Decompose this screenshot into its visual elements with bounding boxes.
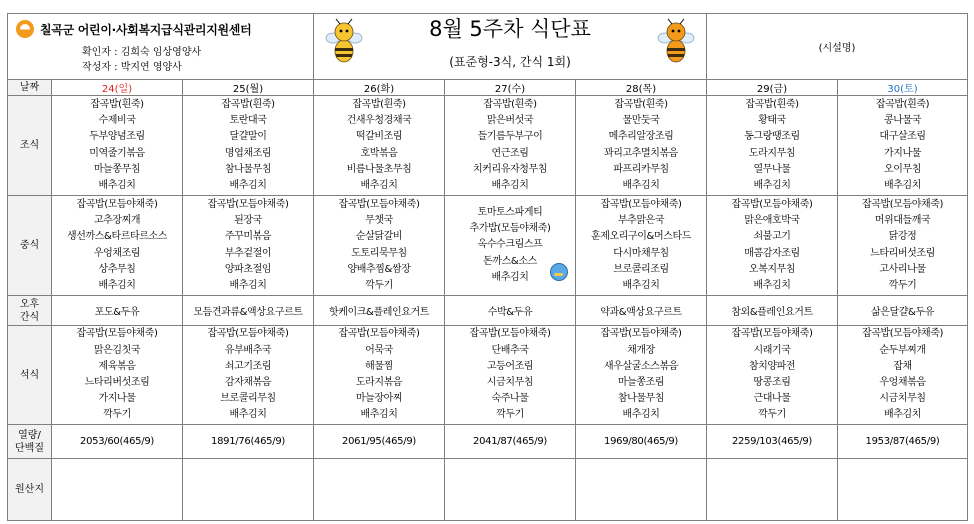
menu-item: 다시마채무침 bbox=[613, 247, 669, 259]
menu-item: 잡곡밥(흰죽) bbox=[483, 98, 537, 110]
menu-item: 메추리알장조림 bbox=[608, 131, 674, 143]
breakfast-cell bbox=[52, 96, 183, 196]
menu-item: 미역줄기볶음 bbox=[89, 147, 145, 159]
day-header-tue: 26(화) bbox=[314, 80, 445, 96]
menu-item: 배추김치 bbox=[229, 279, 267, 291]
dinner-cell bbox=[445, 326, 576, 425]
menu-item: 마늘쫑무침 bbox=[93, 163, 141, 175]
energy-cell: 1969/80(465/9) bbox=[576, 425, 707, 459]
menu-item: 주꾸미볶음 bbox=[224, 231, 272, 243]
menu-item: 오복지무침 bbox=[748, 263, 796, 275]
origin-cell bbox=[52, 459, 183, 521]
menu-item: 황태국 bbox=[758, 115, 786, 127]
org-name: 칠곡군 어린이·사회복지급식관리지원센터 bbox=[40, 22, 252, 37]
dinner-label: 석식 bbox=[8, 326, 52, 425]
menu-item: 단배추국 bbox=[491, 344, 529, 356]
menu-item: 배추김치 bbox=[98, 179, 136, 191]
dinner-cell bbox=[183, 326, 314, 425]
menu-item: 부추겉절이 bbox=[224, 247, 272, 259]
menu-item: 고사리나물 bbox=[879, 263, 926, 275]
menu-item: 양배추찜&쌈장 bbox=[347, 263, 411, 275]
menu-item: 숙주나물 bbox=[491, 393, 529, 405]
menu-item: 매콤감자조림 bbox=[744, 247, 800, 259]
menu-item: 배추김치 bbox=[753, 279, 791, 291]
menu-item: 돈까스&소스 bbox=[483, 255, 537, 267]
menu-item: 머위대들깨국 bbox=[874, 215, 931, 227]
menu-item: 잡곡밥(흰죽) bbox=[614, 98, 668, 110]
menu-item: 순살닭갈비 bbox=[355, 231, 403, 243]
menu-item: 잡곡밥(모듬야채죽) bbox=[207, 328, 289, 340]
menu-item: 채개장 bbox=[627, 344, 655, 356]
author: 작성자 : 박지연 영양사 bbox=[82, 62, 182, 73]
snack-label bbox=[8, 296, 52, 326]
menu-item: 닭강정 bbox=[888, 231, 917, 243]
menu-item: 잡곡밥(흰죽) bbox=[745, 98, 799, 110]
snack-cell: 모듬견과류&액상요구르트 bbox=[183, 296, 314, 326]
lunch-cell bbox=[838, 196, 968, 296]
menu-item: 꽈리고추멸치볶음 bbox=[603, 147, 679, 159]
menu-item: 잡곡밥(모듬야채죽) bbox=[731, 328, 813, 340]
menu-item: 우엉채조림 bbox=[93, 247, 141, 259]
menu-item: 브로콜리조림 bbox=[613, 263, 669, 275]
menu-item: 우엉채볶음 bbox=[879, 377, 926, 388]
menu-item: 도라지무침 bbox=[748, 147, 796, 159]
menu-item: 깍두기 bbox=[758, 409, 786, 421]
energy-cell: 2053/60(465/9) bbox=[52, 425, 183, 459]
menu-item: 훈제오리구이&머스타드 bbox=[591, 231, 691, 243]
day-header-sun: 24(일) bbox=[52, 80, 183, 96]
menu-item: 된장국 bbox=[234, 215, 262, 227]
menu-item: 배추김치 bbox=[883, 179, 922, 191]
energy-label-line2: 단백질 bbox=[15, 442, 44, 454]
menu-item: 마늘쫑조림 bbox=[617, 377, 665, 388]
menu-item: 무챗국 bbox=[365, 215, 393, 227]
menu-item: 해물찜 bbox=[365, 360, 393, 372]
bee-mascot-icon bbox=[656, 18, 696, 66]
energy-row bbox=[8, 425, 968, 459]
menu-item: 새우살굴소스볶음 bbox=[603, 360, 679, 372]
menu-item: 잡곡밥(모듬야채죽) bbox=[76, 328, 158, 340]
lunch-label: 중식 bbox=[8, 196, 52, 296]
menu-item: 배추김치 bbox=[360, 179, 398, 191]
menu-item: 상추무침 bbox=[98, 263, 136, 275]
confirmer: 확인자 : 김희숙 임상영양사 bbox=[82, 47, 202, 58]
origin-cell bbox=[707, 459, 838, 521]
day-header-sat: 30(토) bbox=[838, 80, 968, 96]
dinner-cell bbox=[707, 326, 838, 425]
lunch-row bbox=[8, 196, 968, 296]
bee-mascot-icon bbox=[324, 18, 364, 66]
menu-item: 양파초절임 bbox=[224, 263, 272, 275]
menu-item: 배추김치 bbox=[360, 409, 398, 421]
menu-item: 추가밥(모듬야채죽) bbox=[469, 223, 551, 235]
menu-item: 깍두기 bbox=[496, 409, 524, 421]
snack-cell: 핫케이크&플레인요거트 bbox=[314, 296, 445, 326]
menu-item: 배추김치 bbox=[622, 279, 660, 291]
facility-name: (시설명) bbox=[707, 14, 968, 80]
menu-item: 느타리버섯조림 bbox=[870, 247, 935, 259]
origin-cell bbox=[445, 459, 576, 521]
origin-row bbox=[8, 459, 968, 521]
menu-item: 깍두기 bbox=[103, 409, 131, 421]
menu-item: 느타리버섯조림 bbox=[84, 377, 150, 388]
snack-cell: 참외&플레인요거트 bbox=[707, 296, 838, 326]
menu-item: 배추김치 bbox=[883, 409, 922, 421]
menu-item: 마늘장아찌 bbox=[355, 393, 403, 405]
menu-item: 잡곡밥(모듬야채죽) bbox=[600, 328, 682, 340]
dinner-cell bbox=[52, 326, 183, 425]
menu-item: 가지나물 bbox=[883, 147, 922, 159]
snack-cell: 약과&액상요구르트 bbox=[576, 296, 707, 326]
menu-item: 부추맑은국 bbox=[617, 215, 665, 227]
menu-item: 브로콜리무침 bbox=[220, 393, 276, 405]
menu-item: 연근조림 bbox=[491, 147, 529, 159]
menu-item: 잡곡밥(모듬야채죽) bbox=[861, 328, 944, 340]
menu-item: 시금치무침 bbox=[486, 377, 534, 388]
snack-label-line2: 간식 bbox=[19, 311, 40, 323]
menu-item: 잡곡밥(모듬야채죽) bbox=[600, 198, 682, 210]
menu-item: 고추장찌개 bbox=[93, 215, 141, 227]
menu-item: 잡곡밥(흰죽) bbox=[90, 98, 144, 110]
day-header-fri: 29(금) bbox=[707, 80, 838, 96]
menu-item: 콩나물국 bbox=[883, 115, 922, 127]
breakfast-cell bbox=[576, 96, 707, 196]
page-subtitle: (표준형-3식, 간식 1회) bbox=[449, 55, 571, 69]
menu-item: 건새우청경채국 bbox=[346, 115, 412, 127]
menu-item: 배추김치 bbox=[622, 179, 660, 191]
menu-item: 잡곡밥(모듬야채죽) bbox=[861, 198, 944, 210]
menu-item: 어묵국 bbox=[365, 344, 393, 356]
lunch-cell bbox=[52, 196, 183, 296]
menu-item: 배추김치 bbox=[98, 279, 136, 291]
day-header-mon: 25(월) bbox=[183, 80, 314, 96]
logo-icon bbox=[16, 20, 34, 38]
menu-item: 배추김치 bbox=[229, 179, 267, 191]
menu-item: 배추김치 bbox=[491, 271, 529, 283]
energy-cell: 2061/95(465/9) bbox=[314, 425, 445, 459]
origin-cell bbox=[838, 459, 968, 521]
snack-cell: 포도&두유 bbox=[52, 296, 183, 326]
dinner-cell bbox=[576, 326, 707, 425]
breakfast-cell bbox=[314, 96, 445, 196]
menu-item: 도토리묵무침 bbox=[351, 247, 407, 259]
breakfast-cell bbox=[838, 96, 968, 196]
energy-cell: 2259/103(465/9) bbox=[707, 425, 838, 459]
menu-item: 잡곡밥(흰죽) bbox=[221, 98, 275, 110]
energy-label-line1: 열량/ bbox=[18, 429, 41, 441]
lunch-cell bbox=[314, 196, 445, 296]
energy-label bbox=[8, 425, 52, 459]
menu-item: 깍두기 bbox=[365, 279, 393, 291]
menu-item: 잡곡밥(흰죽) bbox=[352, 98, 406, 110]
menu-item: 생선까스&타르타르소스 bbox=[67, 231, 167, 243]
snack-cell: 삶은달걀&두유 bbox=[838, 296, 968, 326]
energy-cell: 1953/87(465/9) bbox=[838, 425, 968, 459]
menu-item: 잡곡밥(흰죽) bbox=[875, 98, 930, 110]
menu-item: 감자채볶음 bbox=[224, 377, 272, 388]
day-header-thu: 28(목) bbox=[576, 80, 707, 96]
menu-item: 맑은버섯국 bbox=[486, 115, 534, 127]
menu-item: 떡갈비조림 bbox=[355, 131, 403, 143]
energy-cell: 2041/87(465/9) bbox=[445, 425, 576, 459]
menu-item: 참나물무침 bbox=[617, 393, 665, 405]
menu-item: 고등어조림 bbox=[486, 360, 534, 372]
menu-item: 파프리카무침 bbox=[613, 163, 669, 175]
menu-item: 맑은김칫국 bbox=[93, 344, 141, 356]
menu-item: 배추김치 bbox=[622, 409, 660, 421]
menu-table bbox=[7, 13, 968, 521]
menu-item: 오이무침 bbox=[883, 163, 922, 175]
dinner-cell bbox=[838, 326, 968, 425]
breakfast-cell bbox=[707, 96, 838, 196]
menu-item: 열무나물 bbox=[753, 163, 791, 175]
org-header bbox=[8, 14, 314, 80]
menu-item: 도라지볶음 bbox=[355, 377, 403, 388]
menu-item: 땅콩조림 bbox=[753, 377, 791, 388]
menu-item: 옥수수크림스프 bbox=[477, 239, 543, 251]
menu-item: 제육볶음 bbox=[98, 360, 136, 372]
menu-item: 명엽채조림 bbox=[224, 147, 272, 159]
breakfast-cell bbox=[445, 96, 576, 196]
day-header-wed: 27(수) bbox=[445, 80, 576, 96]
menu-item: 배추김치 bbox=[491, 179, 529, 191]
menu-item: 달걀말이 bbox=[229, 131, 267, 143]
breakfast-cell bbox=[183, 96, 314, 196]
lunch-cell bbox=[183, 196, 314, 296]
menu-item: 배추김치 bbox=[753, 179, 791, 191]
lunch-cell bbox=[576, 196, 707, 296]
menu-item: 잡곡밥(모듬야채죽) bbox=[338, 328, 420, 340]
origin-label: 원산지 bbox=[8, 459, 52, 521]
menu-item: 참나물무침 bbox=[224, 163, 272, 175]
menu-item: 순두부찌개 bbox=[879, 344, 926, 356]
menu-item: 잡곡밥(모듬야채죽) bbox=[469, 328, 551, 340]
menu-item: 가지나물 bbox=[98, 393, 136, 405]
menu-item: 잡곡밥(모듬야채죽) bbox=[207, 198, 289, 210]
page-title: 8월 5주차 식단표 bbox=[429, 17, 591, 41]
breakfast-row bbox=[8, 96, 968, 196]
menu-item: 두부양념조림 bbox=[89, 131, 145, 143]
menu-item: 맑은애호박국 bbox=[744, 215, 800, 227]
menu-item: 물만둣국 bbox=[622, 115, 660, 127]
origin-cell bbox=[183, 459, 314, 521]
title-block bbox=[314, 14, 707, 80]
menu-item: 시금치무침 bbox=[879, 393, 926, 405]
menu-item: 토마토스파게티 bbox=[477, 207, 543, 219]
menu-item: 수제비국 bbox=[98, 115, 136, 127]
menu-item: 들기름두부구이 bbox=[477, 131, 543, 143]
lunch-cell bbox=[707, 196, 838, 296]
origin-cell bbox=[576, 459, 707, 521]
menu-item: 치커리유자청무침 bbox=[472, 163, 548, 175]
breakfast-label: 조식 bbox=[8, 96, 52, 196]
menu-item: 호박볶음 bbox=[360, 147, 398, 159]
menu-item: 쇠고기조림 bbox=[224, 360, 272, 372]
menu-item: 동그랑땡조림 bbox=[744, 131, 800, 143]
snack-cell: 수박&두유 bbox=[445, 296, 576, 326]
menu-item: 유부배추국 bbox=[224, 344, 272, 356]
snack-label-line1: 오후 bbox=[19, 298, 40, 310]
dinner-cell bbox=[314, 326, 445, 425]
menu-item: 잡채 bbox=[893, 360, 912, 372]
menu-item: 잡곡밥(모듬야채죽) bbox=[76, 198, 158, 210]
origin-cell bbox=[314, 459, 445, 521]
menu-item: 배추김치 bbox=[229, 409, 267, 421]
menu-item: 토란대국 bbox=[229, 115, 267, 127]
energy-cell: 1891/76(465/9) bbox=[183, 425, 314, 459]
menu-item: 시래기국 bbox=[753, 344, 791, 356]
menu-item: 비름나물초무침 bbox=[346, 163, 412, 175]
menu-item: 참치양파전 bbox=[748, 360, 796, 372]
date-label: 날짜 bbox=[8, 80, 52, 96]
menu-item: 잡곡밥(모듬야채죽) bbox=[338, 198, 420, 210]
snack-row bbox=[8, 296, 968, 326]
mascot-sticker-icon bbox=[550, 263, 568, 281]
dinner-row bbox=[8, 326, 968, 425]
menu-item: 근대나물 bbox=[753, 393, 791, 405]
menu-item: 깍두기 bbox=[888, 279, 917, 291]
menu-item: 대구살조림 bbox=[879, 131, 926, 143]
menu-item: 잡곡밥(모듬야채죽) bbox=[731, 198, 813, 210]
menu-item: 쇠불고기 bbox=[753, 231, 791, 243]
